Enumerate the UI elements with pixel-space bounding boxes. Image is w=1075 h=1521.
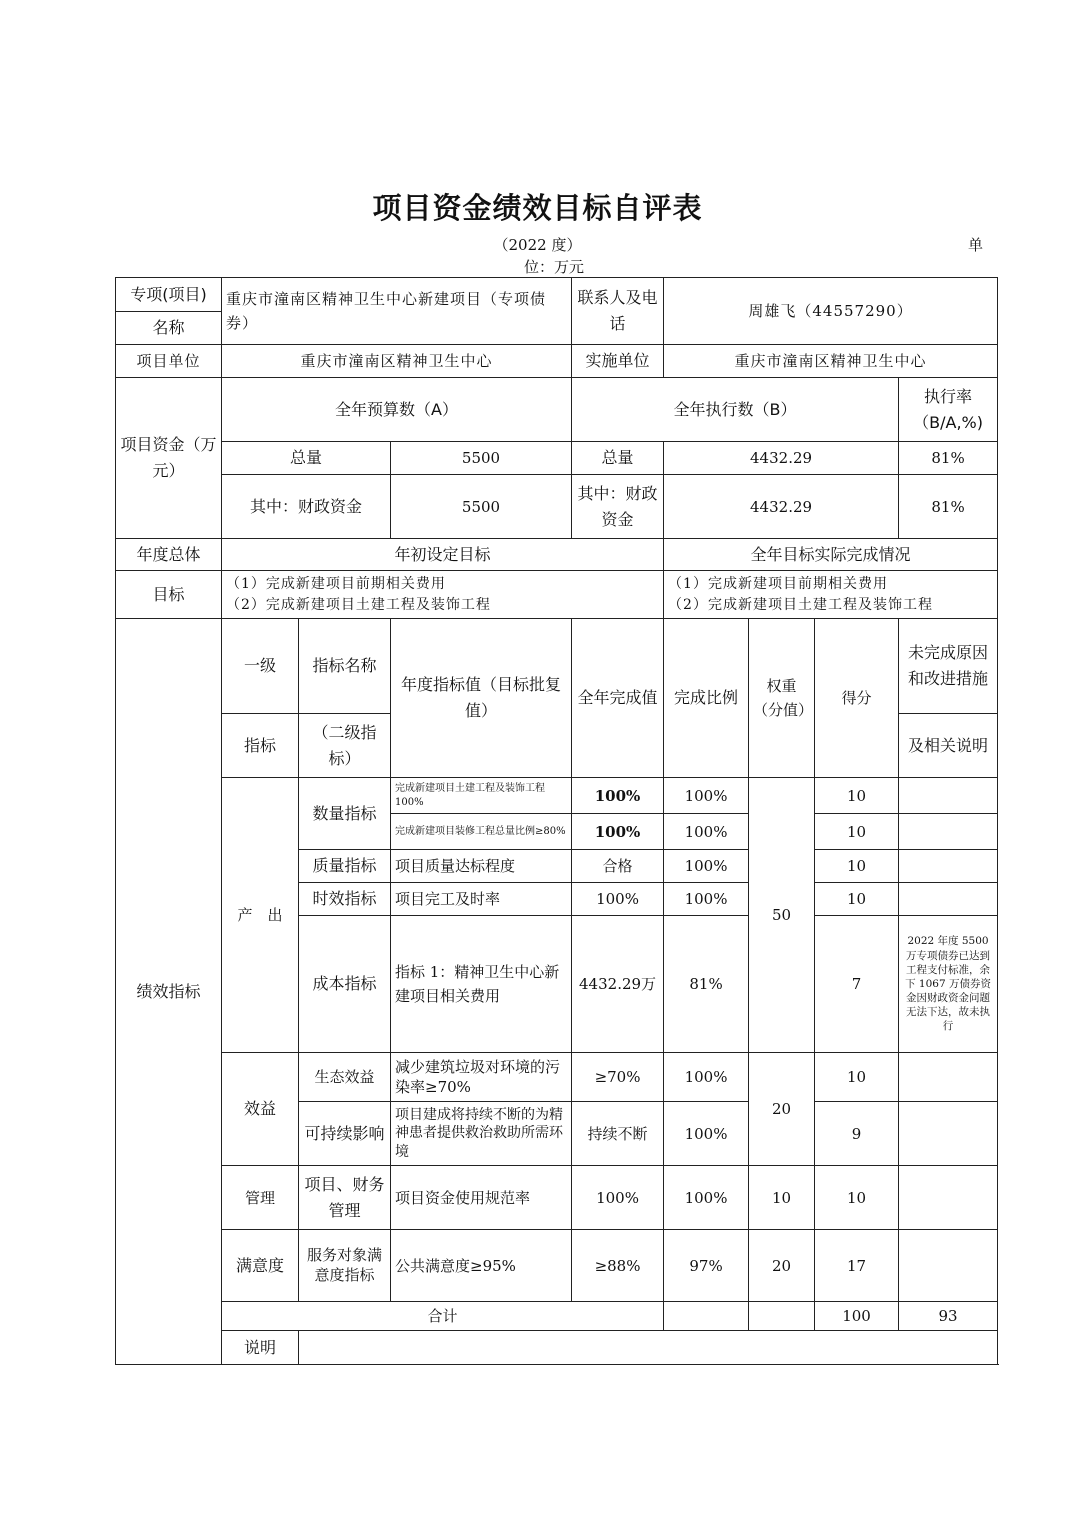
col-reason-a: 未完成原因和改进措施: [899, 619, 998, 714]
row-score: 10: [815, 850, 899, 883]
total-label-2: 总量: [572, 442, 664, 475]
actual-label: 全年目标实际完成情况: [664, 539, 998, 571]
actual-item-2: （2）完成新建项目土建工程及装饰工程: [668, 596, 933, 613]
row-target: 项目完工及时率: [391, 883, 572, 916]
target-item-2: （2）完成新建项目土建工程及装饰工程: [226, 596, 491, 613]
goal-label: 目标: [116, 571, 222, 619]
row-name: 可持续影响: [299, 1102, 391, 1166]
row-score: 10: [815, 814, 899, 850]
row-name: 成本指标: [299, 916, 391, 1053]
contact-label: 联系人及电话: [572, 278, 664, 345]
target-item-1: （1）完成新建项目前期相关费用: [226, 576, 446, 593]
benefit-label: 效益: [222, 1053, 299, 1166]
row-note: [899, 883, 998, 916]
perf-label: 绩效指标: [116, 619, 222, 1365]
row-score: 10: [815, 1166, 899, 1230]
col-name-b: （二级指标）: [299, 714, 391, 778]
row-name: 生态效益: [299, 1053, 391, 1102]
impl-unit-label: 实施单位: [572, 345, 664, 378]
total-weight: 100: [815, 1302, 899, 1331]
impl-unit-value: 重庆市潼南区精神卫生中心: [664, 345, 998, 378]
total-exec: 4432.29: [664, 442, 899, 475]
total-budget: 5500: [391, 442, 572, 475]
project-unit-label: 项目单位: [116, 345, 222, 378]
col-done: 全年完成值: [572, 619, 664, 778]
row-target: 公共满意度≥95%: [391, 1230, 572, 1302]
benefit-weight: 20: [749, 1053, 815, 1166]
row-note: [899, 1053, 998, 1102]
row-target: 项目资金使用规范率: [391, 1166, 572, 1230]
remark-value: [299, 1331, 998, 1365]
row-note: [899, 814, 998, 850]
row-target: 减少建筑垃圾对环境的污染率≥70%: [391, 1053, 572, 1102]
row-ratio: 81%: [664, 916, 749, 1053]
fiscal-budget: 5500: [391, 475, 572, 539]
row-target: 完成新建项目土建工程及装饰工程 100%: [391, 778, 572, 814]
row-note: 2022 年度 5500 万专项债券已达到工程支付标准，余下 1067 万债券资金因财政资金问题无法下达，故未执行: [899, 916, 998, 1053]
row-target: 完成新建项目装修工程总量比例≥80%: [391, 814, 572, 850]
page-title: 项目资金绩效目标自评表: [372, 191, 703, 225]
total-score: 93: [899, 1302, 998, 1331]
row-done: 4432.29万: [572, 916, 664, 1053]
row-note: [899, 778, 998, 814]
budget-label: 全年预算数（A）: [222, 378, 572, 442]
exec-label: 全年执行数（B）: [572, 378, 899, 442]
row-note: [899, 1166, 998, 1230]
row-name: 时效指标: [299, 883, 391, 916]
row-done: 100%: [572, 883, 664, 916]
project-name-label-2: 名称: [116, 312, 222, 345]
col-reason-b: 及相关说明: [899, 714, 998, 778]
row-note: [899, 1102, 998, 1166]
row-score: 10: [815, 883, 899, 916]
actual-item-1: （1）完成新建项目前期相关费用: [668, 576, 888, 593]
total-rate: 81%: [899, 442, 998, 475]
row-ratio: 97%: [664, 1230, 749, 1302]
row-ratio: 100%: [664, 778, 749, 814]
col-level1-b: 指标: [222, 714, 299, 778]
total-label: 总量: [222, 442, 391, 475]
row-note: [899, 1230, 998, 1302]
row-weight: 20: [749, 1230, 815, 1302]
row-name: 服务对象满意度指标: [299, 1230, 391, 1302]
row-name: 数量指标: [299, 778, 391, 850]
row-done: 100%: [572, 814, 664, 850]
unit-label-part2: 位：万元: [524, 258, 585, 276]
fiscal-exec: 4432.29: [664, 475, 899, 539]
total-ratio: [749, 1302, 815, 1331]
output-label: 产 出: [222, 778, 299, 1053]
rate-label: 执行率（B/A,%): [899, 378, 998, 442]
row-name: 质量指标: [299, 850, 391, 883]
total-row-label: 合计: [222, 1302, 664, 1331]
self-evaluation-table: [115, 277, 998, 1365]
col-target: 年度指标值（目标批复值）: [391, 619, 572, 778]
project-unit-value: 重庆市潼南区精神卫生中心: [222, 345, 572, 378]
row-score: 7: [815, 916, 899, 1053]
row-target: 指标 1：精神卫生中心新建项目相关费用: [391, 916, 572, 1053]
project-name-value: 重庆市潼南区精神卫生中心新建项目（专项债券）: [222, 278, 572, 345]
fiscal-rate: 81%: [899, 475, 998, 539]
contact-value: 周雄飞（44557290）: [664, 278, 998, 345]
col-score: 得分: [815, 619, 899, 778]
row-done: ≥70%: [572, 1053, 664, 1102]
row-ratio: 100%: [664, 883, 749, 916]
col-ratio: 完成比例: [664, 619, 749, 778]
row-done: 持续不断: [572, 1102, 664, 1166]
unit-label-part1: 单: [968, 236, 984, 254]
row-level1: 管理: [222, 1166, 299, 1230]
funds-label: 项目资金（万元）: [116, 378, 222, 539]
row-score: 17: [815, 1230, 899, 1302]
col-weight: 权重（分值）: [749, 619, 815, 778]
row-score: 9: [815, 1102, 899, 1166]
project-name-label: 专项(项目): [116, 278, 222, 312]
remark-label: 说明: [222, 1331, 299, 1365]
fiscal-label: 其中：财政资金: [222, 475, 391, 539]
col-level1-a: 一级: [222, 619, 299, 714]
row-name: 项目、财务管理: [299, 1166, 391, 1230]
row-level1: 满意度: [222, 1230, 299, 1302]
row-score: 10: [815, 1053, 899, 1102]
row-target: 项目质量达标程度: [391, 850, 572, 883]
row-done: ≥88%: [572, 1230, 664, 1302]
overall-label: 年度总体: [116, 539, 222, 571]
row-ratio: 100%: [664, 850, 749, 883]
row-done: 100%: [572, 1166, 664, 1230]
total-done: [664, 1302, 749, 1331]
row-note: [899, 850, 998, 883]
row-done: 100%: [572, 778, 664, 814]
fiscal-label-2: 其中：财政资金: [572, 475, 664, 539]
row-ratio: 100%: [664, 1053, 749, 1102]
year-label: （2022 度）: [493, 236, 582, 254]
row-score: 10: [815, 778, 899, 814]
output-weight: 50: [749, 778, 815, 1053]
target-label: 年初设定目标: [222, 539, 664, 571]
col-name-a: 指标名称: [299, 619, 391, 714]
row-ratio: 100%: [664, 814, 749, 850]
row-done: 合格: [572, 850, 664, 883]
row-ratio: 100%: [664, 1166, 749, 1230]
row-target: 项目建成将持续不断的为精神患者提供救治救助所需环境: [391, 1102, 572, 1166]
row-weight: 10: [749, 1166, 815, 1230]
row-ratio: 100%: [664, 1102, 749, 1166]
